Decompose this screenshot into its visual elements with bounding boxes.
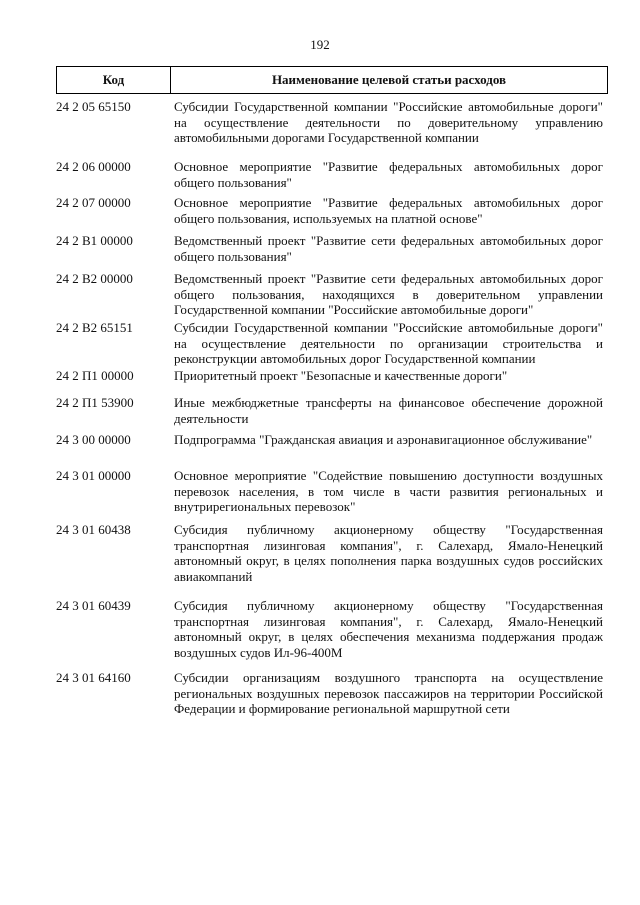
row-name: Подпрограмма "Гражданская авиация и аэронавигационное обслуживание"	[174, 432, 593, 447]
table-row	[56, 670, 608, 734]
table-row	[56, 320, 608, 368]
row-code: 24 3 01 64160	[56, 670, 131, 685]
row-name: Субсидии Государственной компании "Российские автомобильные дороги" на осуществление деятельности по организации строительства и реконструкции автомобильных дорог Государственной компании	[174, 320, 603, 366]
row-name: Субсидия публичному акционерному обществу "Государственная транспортная лизинговая компания", г. Салехард, Ямало-Ненецкий автономный округ, в целях пополнения парка воздушных судов российских авиакомпаний	[174, 522, 603, 584]
row-name: Субсидия публичному акционерному обществу "Государственная транспортная лизинговая компания", г. Салехард, Ямало-Ненецкий автономный округ, в целях обеспечения механизма поддержания продаж воздушных судов Ил-96-400М	[174, 598, 603, 660]
row-name: Иные межбюджетные трансферты на финансовое обеспечение дорожной деятельности	[174, 395, 603, 426]
row-name: Ведомственный проект "Развитие сети федеральных автомобильных дорог общего пользования, находящихся в доверительном управлении Государственной компании "Российские автомобильные дороги"	[174, 271, 603, 317]
page-number: 192	[310, 37, 330, 52]
table-row	[56, 99, 608, 159]
table-row	[56, 233, 608, 271]
row-name: Основное мероприятие "Развитие федеральных автомобильных дорог общего пользования, используемых на платной основе"	[174, 195, 603, 226]
row-code: 24 3 00 00000	[56, 432, 131, 447]
table-row	[56, 432, 608, 468]
row-code: 24 2 В1 00000	[56, 233, 133, 248]
row-name: Ведомственный проект "Развитие сети федеральных автомобильных дорог общего пользования"	[174, 233, 603, 264]
row-code: 24 2 06 00000	[56, 159, 131, 174]
table-row	[56, 271, 608, 320]
row-name: Субсидии Государственной компании "Российские автомобильные дороги" на осуществление деятельности по доверительному управлению автомобильными дорогами Государственной компании	[174, 99, 603, 145]
row-name: Основное мероприятие "Развитие федеральных автомобильных дорог общего пользования"	[174, 159, 603, 190]
row-code: 24 2 07 00000	[56, 195, 131, 210]
row-code: 24 2 В2 00000	[56, 271, 133, 286]
row-name: Приоритетный проект "Безопасные и качественные дороги"	[174, 368, 508, 383]
row-code: 24 2 П1 00000	[56, 368, 134, 383]
table-row	[56, 159, 608, 195]
table-row	[56, 468, 608, 522]
table-row	[56, 368, 608, 395]
row-name: Субсидии организациям воздушного транспорта на осуществление региональных воздушных перевозок пассажиров на территории Российской Федерации и формирование региональной маршрутной сети	[174, 670, 603, 716]
row-code: 24 2 05 65150	[56, 99, 131, 114]
column-header-code: Код	[57, 67, 171, 93]
table-row	[56, 522, 608, 598]
row-name: Основное мероприятие "Содействие повышению доступности воздушных перевозок населения, в том числе в части развития региональных и внутрирегиональных перевозок"	[174, 468, 603, 514]
row-code: 24 3 01 60439	[56, 598, 131, 613]
table-body	[56, 99, 608, 734]
row-code: 24 2 В2 65151	[56, 320, 133, 335]
column-header-name: Наименование целевой статьи расходов	[271, 72, 507, 87]
table-row	[56, 395, 608, 432]
table-header	[56, 66, 608, 94]
row-code: 24 3 01 00000	[56, 468, 131, 483]
table-row	[56, 598, 608, 670]
row-code: 24 2 П1 53900	[56, 395, 134, 410]
table-row	[56, 195, 608, 233]
row-code: 24 3 01 60438	[56, 522, 131, 537]
